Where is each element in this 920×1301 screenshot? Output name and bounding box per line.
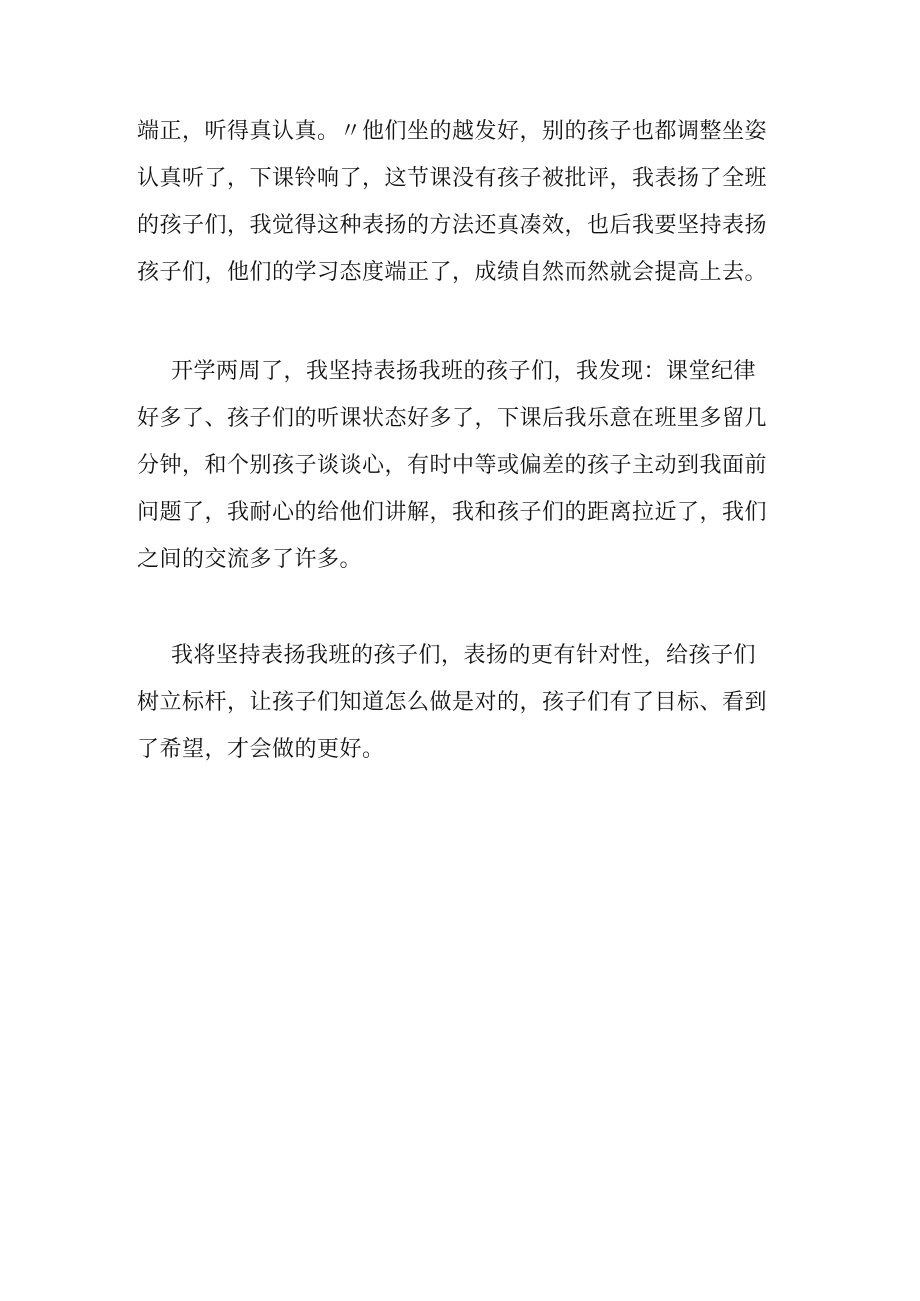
paragraph-line: 我将坚持表扬我班的孩子们，表扬的更有针对性，给孩子们 [171,643,757,668]
paragraph-line: 的孩子们，我觉得这种表扬的方法还真凑效，也后我要坚持表扬 [137,213,768,238]
paragraph-line: 问题了，我耐心的给他们讲解，我和孩子们的距离拉近了，我们 [137,500,768,525]
paragraph-line: 之间的交流多了许多。 [137,547,363,572]
paragraph-line: 分钟，和个别孩子谈谈心，有时中等或偏差的孩子主动到我面前 [137,453,768,478]
paragraph-1 [137,108,787,296]
paragraph-line: 端正，听得真认真。〃他们坐的越发好，别的孩子也都调整坐姿 [137,119,768,144]
paragraph-2 [137,348,787,583]
paragraph-line: 树立标杆，让孩子们知道怎么做是对的，孩子们有了目标、看到 [137,690,768,715]
paragraph-line: 好多了、孩子们的听课状态好多了，下课后我乐意在班里多留几 [137,406,768,431]
paragraph-line: 认真听了，下课铃响了，这节课没有孩子被批评，我表扬了全班 [137,166,768,191]
paragraph-line: 孩子们，他们的学习态度端正了，成绩自然而然就会提高上去。 [137,260,768,285]
paragraph-3 [137,632,787,773]
paragraph-line: 了希望，才会做的更好。 [137,737,385,762]
paragraph-line: 开学两周了，我坚持表扬我班的孩子们，我发现：课堂纪律 [171,359,757,384]
